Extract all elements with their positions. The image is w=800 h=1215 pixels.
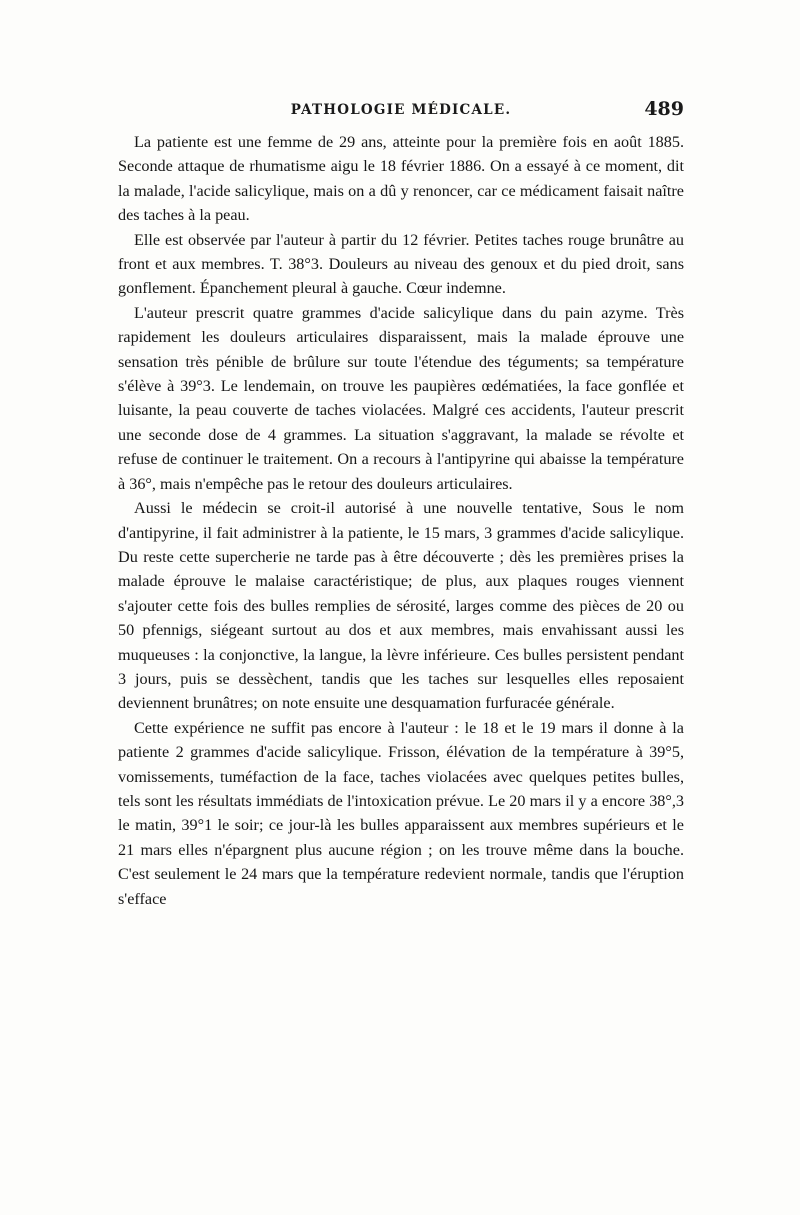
paragraph-2: Elle est observée par l'auteur à partir du 12 février. Petites taches rouge brunâtre au front et aux membres. T. 38°3. Douleurs au niveau des genoux et du pied droit, sans gonflement. Épanchement pleural à gauche. Cœur indemne. xyxy=(118,230,684,298)
page-header xyxy=(118,98,684,126)
paragraph-1: La patiente est une femme de 29 ans, atteinte pour la première fois en août 1885. Seconde attaque de rhumatisme aigu le 18 février 1886. On a essayé à ce moment, dit la malade, l'acide salicylique, mais on a dû y renoncer, car ce médicament faisait naître des taches à la peau. xyxy=(118,133,684,225)
page-number: 489 xyxy=(644,98,684,120)
paragraph-5: Cette expérience ne suffit pas encore à l'auteur : le 18 et le 19 mars il donne à la patiente 2 grammes d'acide salicylique. Frisson, élévation de la température à 39°5, vomissements, tuméfaction de la face, taches violacées avec quelques petites bulles, tels sont les résultats immédiats de l'intoxication prévue. Le 20 mars il y a encore 38°,3 le matin, 39°1 le soir; ce jour-là les bulles apparaissent aux membres supérieurs et le 21 mars elles n'épargnent plus aucune région ; on les trouve même dans la bouche. C'est seulement le 24 mars que la température redevient normale, tandis que l'éruption s'efface xyxy=(118,718,684,908)
paragraph-4: Aussi le médecin se croit-il autorisé à une nouvelle tentative, Sous le nom d'antipyrine, il fait administrer à la patiente, le 15 mars, 3 grammes d'acide salicylique. Du reste cette supercherie ne tarde pas à être découverte ; dès les premières prises la malade éprouve le malaise caractéristique; de plus, aux plaques rouges viennent s'ajouter cette fois des bulles remplies de sérosité, larges comme des pièces de 20 ou 50 pfennigs, siégeant surtout au dos et aux membres, mais envahissant aussi les muqueuses : la conjonctive, la langue, la lèvre inférieure. Ces bulles persistent pendant 3 jours, puis se dessèchent, tandis que les taches sur lesquelles elles reposaient deviennent brunâtres; on note ensuite une desquamation furfuracée générale. xyxy=(118,499,684,713)
paragraph-3: L'auteur prescrit quatre grammes d'acide salicylique dans du pain azyme. Très rapidement les douleurs articulaires disparaissent, mais la malade éprouve une sensation très pénible de brûlure sur toute l'étendue des téguments; sa température s'élève à 39°3. Le lendemain, on trouve les paupières œdématiées, la face gonflée et luisante, la peau couverte de taches violacées. Malgré ces accidents, l'auteur prescrit une seconde dose de 4 grammes. La situation s'aggravant, la malade se révolte et refuse de continuer le traitement. On a recours à l'antipyrine qui abaisse la température à 36°, mais n'empêche pas le retour des douleurs articulaires. xyxy=(118,303,684,493)
running-title: PATHOLOGIE MÉDICALE. xyxy=(290,102,512,118)
body-text xyxy=(118,130,684,911)
